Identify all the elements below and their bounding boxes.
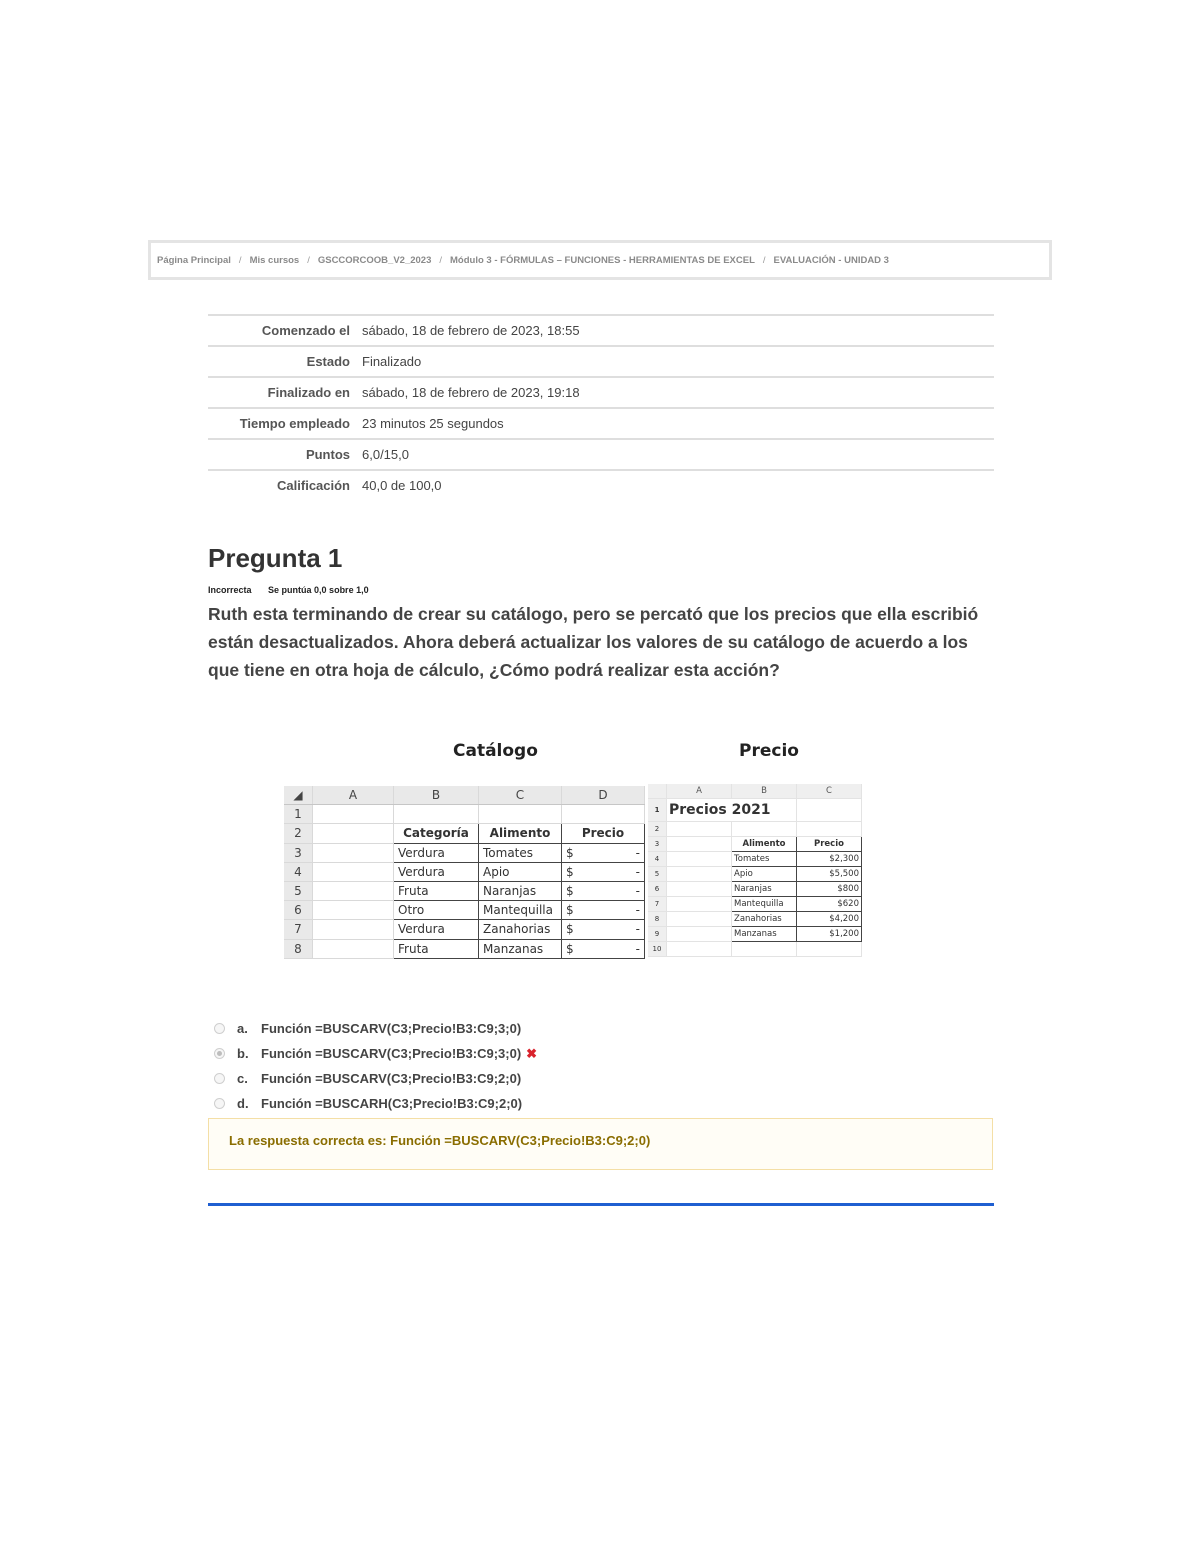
table-cell: $1,200 — [797, 927, 862, 942]
answer-options — [214, 1016, 537, 1116]
column-header: B — [732, 784, 797, 799]
row-number: 2 — [648, 822, 667, 837]
table-cell: Verdura — [394, 920, 479, 939]
table-cell: Mantequilla — [479, 901, 562, 920]
row-number: 4 — [648, 852, 667, 867]
summary-row — [208, 315, 994, 346]
table-cell: Mantequilla — [732, 897, 797, 912]
currency-sign: $ — [566, 941, 574, 956]
summary-row — [208, 346, 994, 377]
question-text: Ruth esta terminando de crear su catálogo, pero se percató que los precios que ella escribió están desactualizados. Ahora deberá actualizar los valores de su catálogo de acuerdo a los que tiene en otra hoja de cálculo, ¿Cómo podrá realizar esta acción? — [208, 604, 979, 680]
column-header: B — [394, 786, 479, 805]
currency-sign: $ — [566, 884, 574, 899]
option-text: Función =BUSCARH(C3;Precio!B3:C9;2;0) — [261, 1096, 523, 1111]
summary-value: 40,0 de 100,0 — [356, 470, 994, 500]
summary-row — [208, 377, 994, 408]
column-header: D — [562, 786, 645, 805]
summary-label: Calificación — [208, 470, 356, 500]
option-text: Función =BUSCARV(C3;Precio!B3:C9;2;0) — [261, 1071, 522, 1086]
radio-button[interactable] — [214, 1073, 225, 1084]
corner-cell: ◢ — [284, 786, 313, 805]
answer-option-a[interactable] — [214, 1016, 537, 1041]
breadcrumb-separator: / — [307, 254, 310, 266]
radio-button-selected[interactable] — [214, 1048, 225, 1059]
table-header: Categoría — [394, 824, 479, 843]
table-cell: Manzanas — [732, 927, 797, 942]
section-divider — [208, 1203, 994, 1206]
row-number: 7 — [648, 897, 667, 912]
breadcrumb — [148, 240, 1052, 280]
table-cell: Manzanas — [479, 939, 562, 958]
row-number: 1 — [648, 799, 667, 822]
summary-row — [208, 408, 994, 439]
row-number: 4 — [284, 862, 313, 881]
row-number: 2 — [284, 824, 313, 843]
price-value: - — [635, 903, 640, 918]
answer-option-d[interactable] — [214, 1091, 537, 1116]
table-header: Alimento — [732, 837, 797, 852]
summary-row — [208, 470, 994, 500]
price-value: - — [635, 941, 640, 956]
price-value: - — [635, 864, 640, 879]
table-cell: $4,200 — [797, 912, 862, 927]
summary-value: 6,0/15,0 — [356, 439, 994, 470]
row-number: 5 — [648, 867, 667, 882]
breadcrumb-my-courses[interactable]: Mis cursos — [249, 254, 300, 266]
row-number: 3 — [284, 843, 313, 862]
table-cell: Otro — [394, 901, 479, 920]
table-cell: Apio — [479, 862, 562, 881]
option-letter: a. — [237, 1021, 248, 1036]
sheet-title-cell: Precios 2021 — [667, 799, 797, 822]
row-number: 7 — [284, 920, 313, 939]
summary-label: Finalizado en — [208, 377, 356, 408]
table-cell: Tomates — [732, 852, 797, 867]
option-text: Función =BUSCARV(C3;Precio!B3:C9;3;0) — [261, 1021, 522, 1036]
question-state: Incorrecta — [208, 585, 252, 595]
table-cell: Tomates — [479, 843, 562, 862]
radio-button[interactable] — [214, 1023, 225, 1034]
catalog-image-title: Catálogo — [453, 741, 538, 761]
summary-value: sábado, 18 de febrero de 2023, 18:55 — [356, 315, 994, 346]
column-header: A — [313, 786, 394, 805]
row-number: 6 — [284, 901, 313, 920]
radio-button[interactable] — [214, 1098, 225, 1109]
currency-sign: $ — [566, 845, 574, 860]
table-cell: Verdura — [394, 862, 479, 881]
row-number: 8 — [648, 912, 667, 927]
summary-label: Estado — [208, 346, 356, 377]
corner-cell — [648, 784, 667, 799]
question-title: Pregunta 1 — [208, 543, 343, 573]
price-image-title: Precio — [739, 741, 799, 761]
table-cell: $5,500 — [797, 867, 862, 882]
table-cell: Zanahorias — [479, 920, 562, 939]
currency-sign: $ — [566, 903, 574, 918]
table-cell: $2,300 — [797, 852, 862, 867]
breadcrumb-separator: / — [762, 254, 766, 266]
price-value: - — [635, 845, 640, 860]
row-number: 3 — [648, 837, 667, 852]
table-cell: Apio — [732, 867, 797, 882]
breadcrumb-quiz[interactable]: EVALUACIÓN - UNIDAD 3 — [773, 254, 889, 266]
table-cell: $620 — [797, 897, 862, 912]
row-number: 1 — [284, 805, 313, 824]
table-header: Precio — [562, 824, 645, 843]
table-cell: $800 — [797, 882, 862, 897]
option-letter: d. — [237, 1096, 249, 1111]
attempt-summary-table — [208, 314, 994, 500]
breadcrumb-module[interactable]: Módulo 3 - FÓRMULAS – FUNCIONES - HERRAMIENTAS DE EXCEL — [450, 254, 755, 266]
summary-label: Comenzado el — [208, 315, 356, 346]
question-info — [208, 585, 383, 595]
answer-option-c[interactable] — [214, 1066, 537, 1091]
option-letter: c. — [237, 1071, 248, 1086]
summary-row — [208, 439, 994, 470]
incorrect-icon: ✖ — [526, 1045, 538, 1061]
row-number: 8 — [284, 939, 313, 958]
question-mark: Se puntúa 0,0 sobre 1,0 — [268, 585, 369, 595]
column-header: A — [667, 784, 732, 799]
table-cell: Naranjas — [732, 882, 797, 897]
table-header: Alimento — [479, 824, 562, 843]
correct-answer-feedback: La respuesta correcta es: Función =BUSCARV(C3;Precio!B3:C9;2;0) — [208, 1118, 993, 1170]
price-value: - — [635, 922, 640, 937]
column-header: C — [797, 784, 862, 799]
table-header: Precio — [797, 837, 862, 852]
summary-label: Puntos — [208, 439, 356, 470]
row-number: 10 — [648, 942, 667, 957]
summary-value: 23 minutos 25 segundos — [356, 408, 994, 439]
table-cell: Fruta — [394, 939, 479, 958]
row-number: 9 — [648, 927, 667, 942]
answer-option-b[interactable] — [214, 1041, 537, 1066]
column-header: C — [479, 786, 562, 805]
price-sheet-image — [648, 784, 862, 957]
catalog-sheet-image — [284, 786, 645, 959]
breadcrumb-course[interactable]: GSCCORCOOB_V2_2023 — [317, 254, 432, 266]
table-cell: Zanahorias — [732, 912, 797, 927]
option-letter: b. — [237, 1046, 249, 1061]
row-number: 5 — [284, 881, 313, 900]
summary-value: sábado, 18 de febrero de 2023, 19:18 — [356, 377, 994, 408]
summary-value: Finalizado — [356, 346, 994, 377]
breadcrumb-home[interactable]: Página Principal — [157, 254, 231, 266]
currency-sign: $ — [566, 864, 574, 879]
table-cell: Fruta — [394, 881, 479, 900]
table-cell: Naranjas — [479, 881, 562, 900]
price-value: - — [635, 884, 640, 899]
option-text: Función =BUSCARV(C3;Precio!B3:C9;3;0) — [261, 1046, 522, 1061]
summary-label: Tiempo empleado — [208, 408, 356, 439]
row-number: 6 — [648, 882, 667, 897]
breadcrumb-separator: / — [439, 254, 443, 266]
currency-sign: $ — [566, 922, 574, 937]
table-cell: Verdura — [394, 843, 479, 862]
breadcrumb-separator: / — [238, 254, 242, 266]
